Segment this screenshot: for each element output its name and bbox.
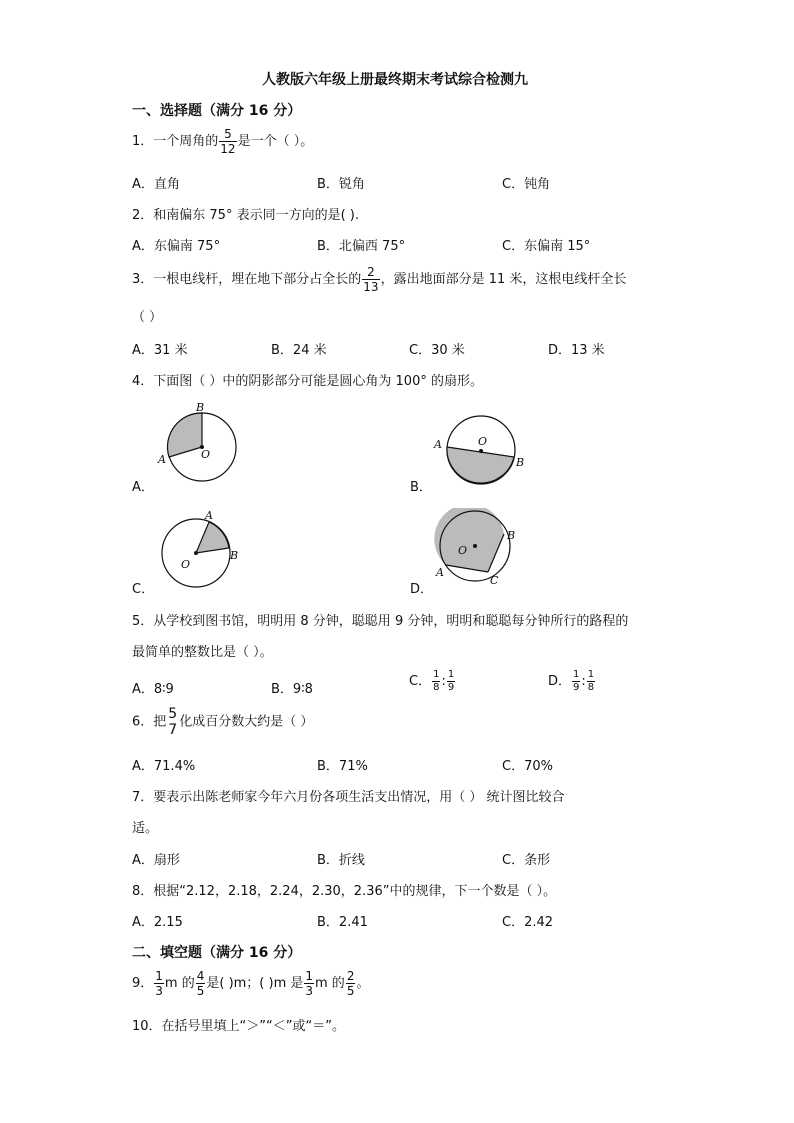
section-choice-title: 一、选择题（满分 16 分） [132, 103, 302, 119]
q4-figure-b [428, 410, 538, 492]
label-B: B [230, 549, 239, 562]
q7-option-a[interactable]: A．扇形 [132, 853, 180, 868]
q1-text-b: 是一个（ ）。 [237, 134, 314, 149]
q4-figure-a [150, 398, 245, 488]
q4-option-b[interactable]: B． [410, 480, 432, 495]
question-7-line1: 7．要表示出陈老师家今年六月份各项生活支出情况，用（ ） 统计图比较合 [132, 790, 565, 805]
question-10: 10．在括号里填上“＞”“＜”或“＝”。 [132, 1019, 345, 1034]
section-fill-title: 二、填空题（满分 16 分） [132, 945, 302, 961]
q3-fraction: $\frac{2}{13}$ [363, 265, 379, 294]
q1-option-b[interactable]: B．锐角 [317, 177, 365, 192]
q2-option-c[interactable]: C．东偏南 15° [502, 239, 591, 254]
q6-option-c[interactable]: C．70% [502, 759, 553, 774]
q3-blank: （ ） [132, 310, 163, 325]
q4-option-c[interactable]: C． [132, 582, 155, 597]
q5-option-d[interactable]: D． $\frac{1}{9}$ : $\frac{1}{8}$ [548, 669, 595, 693]
question-2: 2．和南偏东 75° 表示同一方向的是( ). [132, 208, 359, 223]
q7-option-b[interactable]: B．折线 [317, 853, 365, 868]
label-A: A [434, 438, 442, 451]
label-B: B [507, 529, 516, 542]
question-5-line1: 5．从学校到图书馆，明明用 8 分钟，聪聪用 9 分钟，明明和聪聪每分钟所行的路程的 [132, 614, 629, 629]
q3-option-d[interactable]: D．13 米 [548, 343, 605, 358]
label-C: C [490, 574, 499, 587]
label-A: A [205, 509, 213, 522]
q8-option-b[interactable]: B．2.41 [317, 915, 368, 930]
q6-fraction: 5 7 [168, 706, 178, 738]
q4-figure-c [150, 508, 250, 593]
q3-option-c[interactable]: C．30 米 [409, 343, 465, 358]
page-title: 人教版六年级上册最终期末考试综合检测九 [262, 72, 528, 88]
question-3 [132, 266, 626, 293]
q4-figure-d [428, 508, 523, 593]
q2-option-b[interactable]: B．北偏西 75° [317, 239, 406, 254]
q6-option-a[interactable]: A．71.4% [132, 759, 196, 774]
question-1 [132, 128, 313, 155]
question-8: 8．根据“2.12，2.18，2.24，2.30，2.36”中的规律，下一个数是（ ）。 [132, 884, 557, 899]
label-O: O [458, 544, 468, 557]
question-5-line2: 最简单的整数比是（ ）。 [132, 645, 273, 660]
q3-option-b[interactable]: B．24 米 [271, 343, 327, 358]
q4-option-a[interactable]: A． [132, 480, 154, 495]
q5-option-c[interactable]: C． $\frac{1}{8}$ : $\frac{1}{9}$ [409, 669, 455, 693]
label-B: B [196, 401, 205, 414]
label-O: O [201, 448, 211, 461]
question-9: 9． $\frac{1}{3}$ m 的 $\frac{4}{5}$ 是( )m；( )m 是 $\frac{1}{3}$ m 的 $\frac{2}{5}$ 。 [132, 969, 370, 998]
q5-option-b[interactable]: B．9∶8 [271, 682, 313, 697]
label-A: A [158, 453, 166, 466]
q3-text-b: ，露出地面部分是 11 米，这根电线杆全长 [380, 272, 627, 287]
q3-option-a[interactable]: A．31 米 [132, 343, 188, 358]
q8-option-c[interactable]: C．2.42 [502, 915, 554, 930]
label-A: A [436, 566, 444, 579]
label-O: O [478, 435, 488, 448]
label-O: O [181, 558, 191, 571]
question-4: 4．下面图（ ）中的阴影部分可能是圆心角为 100° 的扇形。 [132, 374, 483, 389]
q1-option-a[interactable]: A．直角 [132, 177, 180, 192]
q5-option-a[interactable]: A．8∶9 [132, 682, 174, 697]
q7-option-c[interactable]: C．条形 [502, 853, 551, 868]
q3-text-a: 3．一根电线杆，埋在地下部分占全长的 [132, 272, 362, 287]
q1-text-a: 1．一个周角的 [132, 134, 219, 149]
q2-option-a[interactable]: A．东偏南 75° [132, 239, 221, 254]
q4-option-d[interactable]: D． [410, 582, 434, 597]
question-6: 6．把 5 7 化成百分数大约是（ ） [132, 706, 314, 738]
label-B: B [516, 456, 525, 469]
question-7-line2: 适。 [132, 821, 159, 836]
q6-option-b[interactable]: B．71% [317, 759, 368, 774]
q1-fraction: $\frac{5}{12}$ [220, 127, 236, 156]
q1-option-c[interactable]: C．钝角 [502, 177, 551, 192]
q8-option-a[interactable]: A．2.15 [132, 915, 183, 930]
